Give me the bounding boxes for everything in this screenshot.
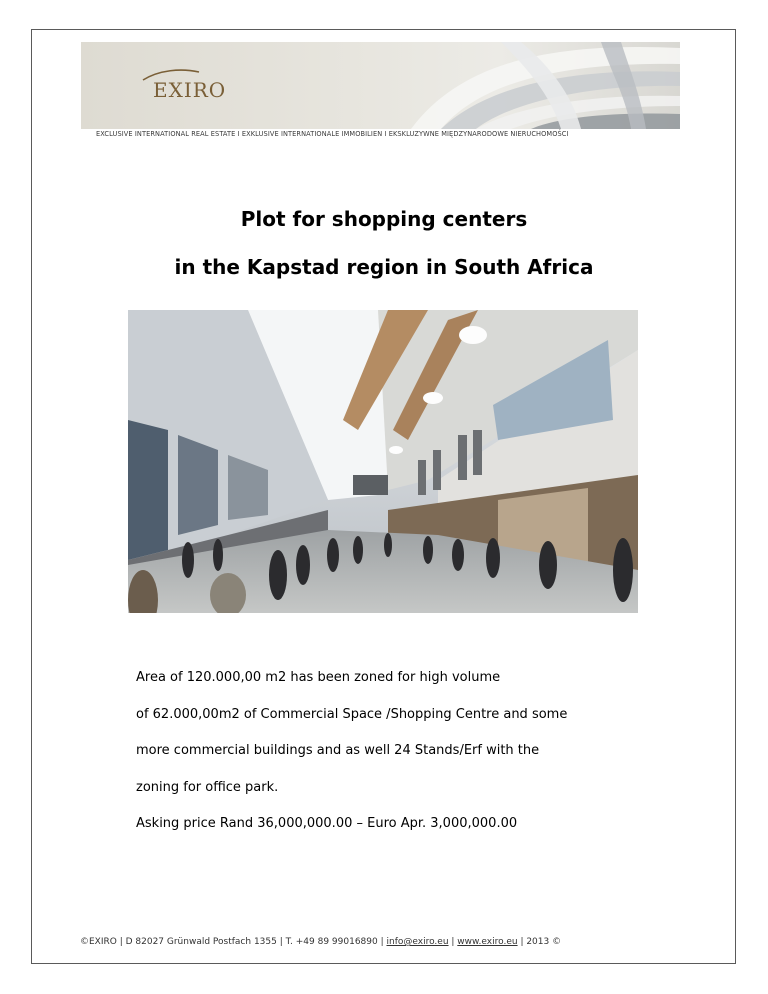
footer-year: | 2013 © xyxy=(517,937,562,947)
header-tagline: EXCLUSIVE INTERNATIONAL REAL ESTATE I EXKLUSIVE INTERNATIONALE IMMOBILIEN I EKSKLUZYWNE MIĘDZYNARODOWE NIERUCHOMOŚCI xyxy=(96,130,569,138)
page-title-line-1: Plot for shopping centers xyxy=(240,207,528,231)
asking-price: Asking price Rand 36,000,000.00 – Euro Apr. 3,000,000.00 xyxy=(136,816,518,831)
description-line-4: zoning for office park. xyxy=(136,780,279,795)
website-link[interactable]: www.exiro.eu xyxy=(457,937,518,947)
description-line-1: Area of 120.000,00 m2 has been zoned for high volume xyxy=(136,670,501,685)
page-title-line-2: in the Kapstad region in South Africa xyxy=(174,255,594,279)
logo-text: EXIRO xyxy=(153,78,227,102)
description-line-3: more commercial buildings and as well 24 Stands/Erf with the xyxy=(136,743,540,758)
footer-contact: ©EXIRO | D 82027 Grünwald Postfach 1355 | T. +49 89 99016890 | xyxy=(80,937,387,947)
header-banner xyxy=(81,42,680,129)
footer-separator: | xyxy=(448,937,458,947)
description-line-2: of 62.000,00m2 of Commercial Space /Shopping Centre and some xyxy=(136,707,568,722)
shopping-mall-photo xyxy=(128,310,638,613)
email-link[interactable]: info@exiro.eu xyxy=(386,937,449,947)
footer xyxy=(80,937,720,947)
